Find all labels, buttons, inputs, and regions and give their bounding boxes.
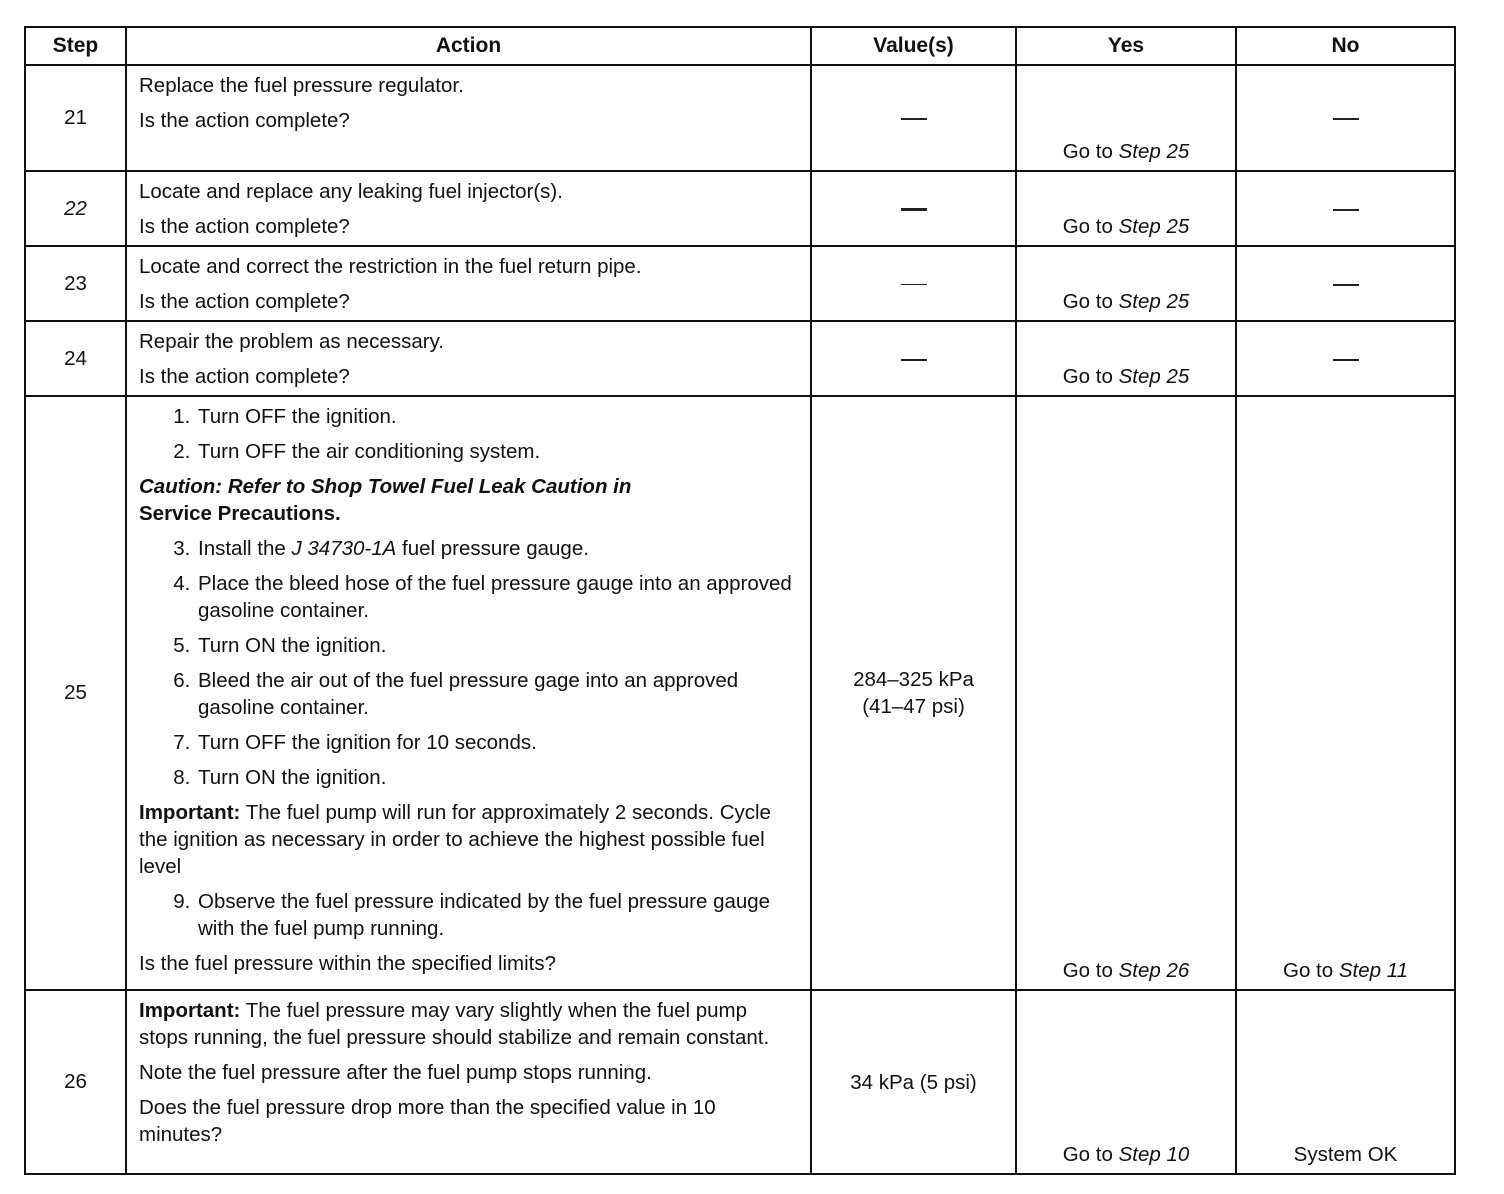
- procedure-step: [196, 535, 800, 562]
- yes-step-ref: Step 25: [1118, 215, 1190, 238]
- table-row: [25, 246, 1455, 321]
- table-row: [25, 65, 1455, 171]
- no-cell: [1236, 171, 1455, 246]
- action-question: Is the action complete?: [139, 290, 350, 313]
- procedure-list: [139, 888, 800, 942]
- no-cell: [1236, 246, 1455, 321]
- dash-mark: [1333, 359, 1359, 361]
- no-cell: [1236, 321, 1455, 396]
- no-step-ref: Step 11: [1338, 959, 1408, 982]
- important-note: [139, 997, 800, 1051]
- action-cell: [126, 321, 811, 396]
- go-to-label: Go to: [1062, 215, 1113, 238]
- no-cell: [1236, 396, 1455, 990]
- dash-mark: [1333, 209, 1359, 211]
- action-cell: [126, 396, 811, 990]
- header-step: Step: [25, 27, 126, 65]
- important-label: Important:: [139, 801, 241, 824]
- go-to-label: Go to: [1062, 290, 1113, 313]
- header-values: Value(s): [811, 27, 1016, 65]
- yes-cell: [1016, 321, 1236, 396]
- action-cell: [126, 990, 811, 1174]
- step-number: 25: [25, 396, 126, 990]
- procedure-step: 6. Bleed the air out of the fuel pressure gage into an approved gasoline container.: [196, 667, 800, 721]
- tool-number: J 34730-1A: [291, 537, 397, 560]
- value-cell: 34 kPa (5 psi): [811, 990, 1016, 1174]
- go-to-label: Go to: [1062, 1143, 1113, 1166]
- value-cell: [811, 171, 1016, 246]
- action-question: Is the action complete?: [139, 109, 350, 132]
- dash-mark: [901, 359, 927, 361]
- procedure-step: 9. Observe the fuel pressure indicated by the fuel pressure gauge with the fuel pump running.: [196, 888, 800, 942]
- yes-cell: [1016, 246, 1236, 321]
- go-to-label: Go to: [1062, 140, 1113, 163]
- step-text: fuel pressure gauge.: [402, 537, 589, 560]
- action-note: Note the fuel pressure after the fuel pump stops running.: [139, 1061, 652, 1084]
- step-number: 23: [25, 246, 126, 321]
- action-cell: [126, 171, 811, 246]
- procedure-step: 4. Place the bleed hose of the fuel pressure gauge into an approved gasoline container.: [196, 570, 800, 624]
- action-line: Locate and replace any leaking fuel injector(s).: [139, 180, 563, 203]
- header-action: Action: [126, 27, 811, 65]
- table-row: [25, 990, 1455, 1174]
- value-cell: [811, 246, 1016, 321]
- no-cell: [1236, 65, 1455, 171]
- value-cell: [811, 321, 1016, 396]
- step-number: 24: [25, 321, 126, 396]
- important-label: Important:: [139, 999, 241, 1022]
- important-text: The fuel pump will run for approximately 2 seconds. Cycle the ignition as necessary in order to achieve the highest possible fuel level: [139, 801, 771, 878]
- action-question: Does the fuel pressure drop more than the specified value in 10 minutes?: [139, 1096, 716, 1146]
- table-row: [25, 396, 1455, 990]
- action-line: Repair the problem as necessary.: [139, 330, 444, 353]
- yes-step-ref: Step 25: [1118, 365, 1190, 388]
- dash-mark: [901, 284, 927, 285]
- dash-mark: [1333, 284, 1359, 286]
- procedure-step: 8. Turn ON the ignition.: [196, 764, 800, 791]
- important-note: [139, 799, 800, 880]
- procedure-step: 7. Turn OFF the ignition for 10 seconds.: [196, 729, 800, 756]
- yes-step-ref: Step 25: [1118, 290, 1190, 313]
- yes-cell: [1016, 990, 1236, 1174]
- go-to-label: Go to: [1062, 959, 1113, 982]
- caution-reference: Service Precautions.: [139, 502, 341, 525]
- yes-cell: [1016, 396, 1236, 990]
- header-no: No: [1236, 27, 1455, 65]
- go-to-label: Go to: [1062, 365, 1113, 388]
- procedure-step: 5. Turn ON the ignition.: [196, 632, 800, 659]
- value-cell: [811, 65, 1016, 171]
- dash-mark: [901, 208, 927, 211]
- important-text: The fuel pressure may vary slightly when the fuel pump stops running, the fuel pressure should stabilize and remain constant.: [139, 999, 770, 1049]
- yes-step-ref: Step 25: [1118, 140, 1190, 163]
- dash-mark: [901, 118, 927, 120]
- yes-cell: [1016, 65, 1236, 171]
- procedure-list: [139, 535, 800, 791]
- procedure-list: [139, 403, 800, 465]
- procedure-step: 2. Turn OFF the air conditioning system.: [196, 438, 800, 465]
- dash-mark: [1333, 118, 1359, 120]
- value-kpa: 284–325 kPa: [853, 668, 974, 691]
- step-text: Install the: [198, 537, 286, 560]
- step-number: 26: [25, 990, 126, 1174]
- step-number: 21: [25, 65, 126, 171]
- header-yes: Yes: [1016, 27, 1236, 65]
- action-line: Replace the fuel pressure regulator.: [139, 74, 464, 97]
- value-cell: [811, 396, 1016, 990]
- table-row: [25, 171, 1455, 246]
- procedure-step: 1. Turn OFF the ignition.: [196, 403, 800, 430]
- go-to-label: Go to: [1283, 959, 1334, 982]
- caution-text: Caution: Refer to Shop Towel Fuel Leak Caution in: [139, 475, 632, 498]
- no-cell: System OK: [1236, 990, 1455, 1174]
- caution-note: [139, 473, 800, 527]
- action-line: Locate and correct the restriction in the fuel return pipe.: [139, 255, 642, 278]
- step-number: 22: [25, 171, 126, 246]
- table-row: [25, 321, 1455, 396]
- action-cell: [126, 65, 811, 171]
- action-question: Is the fuel pressure within the specified limits?: [139, 952, 557, 975]
- action-question: Is the action complete?: [139, 215, 350, 238]
- yes-cell: [1016, 171, 1236, 246]
- action-cell: [126, 246, 811, 321]
- value-psi: (41–47 psi): [862, 695, 965, 718]
- header-row: [25, 27, 1455, 65]
- yes-step-ref: Step 10: [1118, 1143, 1190, 1166]
- action-question: Is the action complete?: [139, 365, 350, 388]
- diagnostic-table: [24, 26, 1456, 1175]
- yes-step-ref: Step 26: [1118, 959, 1190, 982]
